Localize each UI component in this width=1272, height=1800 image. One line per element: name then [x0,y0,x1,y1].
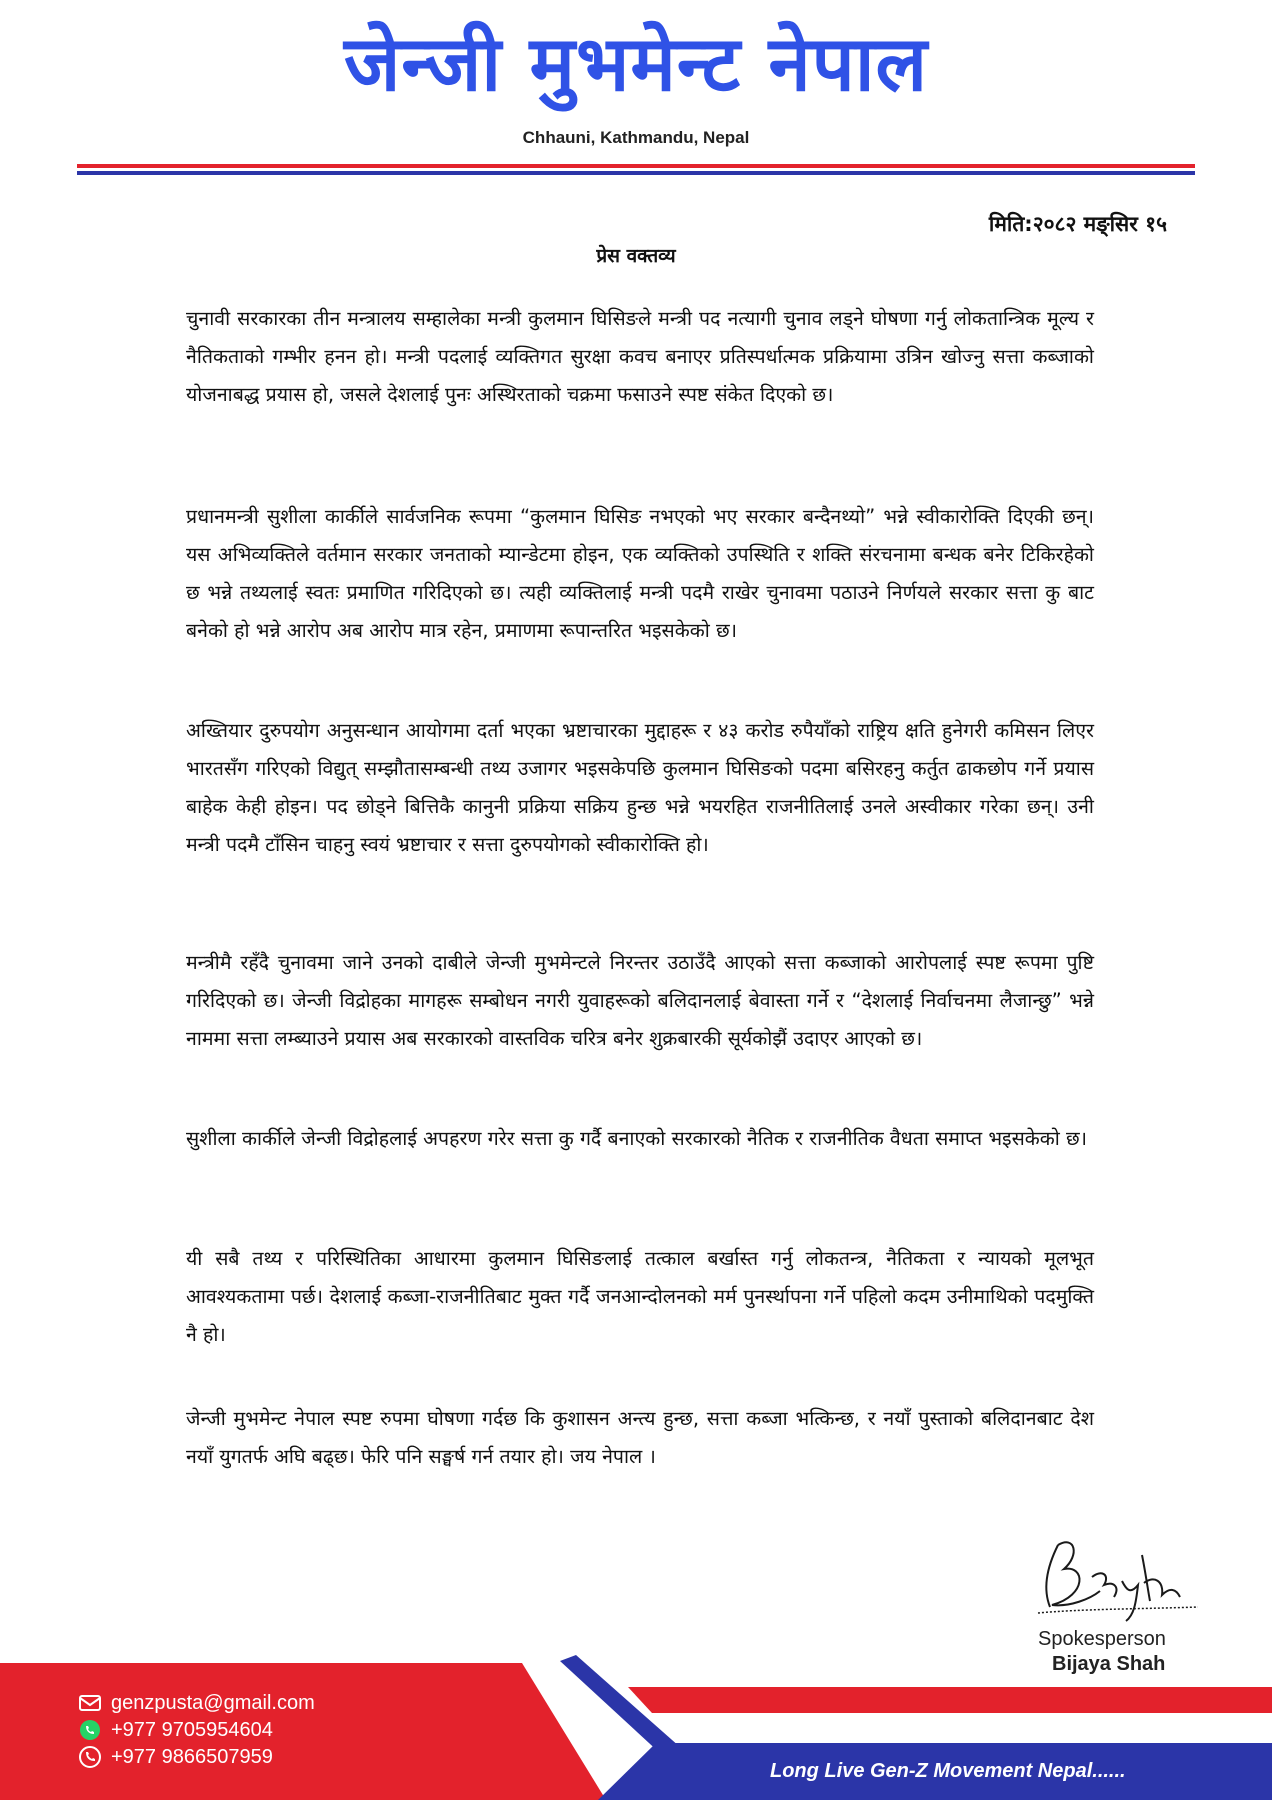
signatory-name: Bijaya Shah [1052,1653,1166,1675]
contact-whatsapp[interactable] [77,1717,273,1743]
footer-red-band [628,1687,1272,1713]
body-paragraph-6: यी सबै तथ्य र परिस्थितिका आधारमा कुलमान घिसिङलाई तत्काल बर्खास्त गर्नु लोकतन्त्र, नैतिकता र न्यायको मूलभूत आवश्यकतामा पर्छ। देशलाई कब्जा-राजनीतिबाट मुक्त गर्दै जनआन्दोलनको मर्म पुनर्स्थापना गर्ने पहिलो कदम उनीमाथिको पदमुक्ति नै हो। [186,1247,1094,1346]
header-red-rule [77,164,1195,168]
body-paragraph-7: जेन्जी मुभमेन्ट नेपाल स्पष्ट रुपमा घोषणा गर्दछ कि कुशासन अन्त्य हुन्छ, सत्ता कब्जा भत्किन्छ, र नयाँ पुस्ताको बलिदानबाट देश नयाँ युगतर्फ अघि बढ्छ। फेरि पनि सङ्घर्ष गर्न तयार हो। जय नेपाल । [186,1407,1094,1468]
body-paragraph-5: सुशीला कार्कीले जेन्जी विद्रोहलाई अपहरण गरेर सत्ता कु गर्दै बनाएको सरकारको नैतिक र राजनीतिक वैधता समाप्त भइसकेको छ। [186,1127,1088,1150]
organization-title: जेन्जी मुभमेन्ट नेपाल [343,19,929,108]
contact-email[interactable] [77,1690,315,1716]
contact-phone[interactable] [77,1744,273,1770]
organization-address: Chhauni, Kathmandu, Nepal [522,128,750,147]
document-heading: प्रेस वक्तव्य [596,245,676,267]
body-paragraph-1: चुनावी सरकारका तीन मन्त्रालय सम्हालेका मन्त्री कुलमान घिसिङले मन्त्री पद नत्यागी चुनाव लड्ने घोषणा गर्नु लोकतान्त्रिक मूल्य र नैतिकताको गम्भीर हनन हो। मन्त्री पदलाई व्यक्तिगत सुरक्षा कवच बनाएर प्रतिस्पर्धात्मक प्रक्रियामा उत्रिन खोज्नु सत्ता कब्जाको योजनाबद्ध प्रयास हो, जसले देशलाई पुनः अस्थिरताको चक्रमा फसाउने स्पष्ट संकेत दिएको छ। [186,307,1094,406]
header-blue-rule [77,171,1195,175]
signatory-role: Spokesperson [1038,1628,1166,1650]
contact-email-text[interactable]: genzpusta@gmail.com [111,1691,315,1714]
body-paragraph-3: अख्तियार दुरुपयोग अनुसन्धान आयोगमा दर्ता भएका भ्रष्टाचारका मुद्दाहरू र ४३ करोड रुपैयाँको राष्ट्रिय क्षति हुनेगरी कमिसन लिएर भारतसँग गरिएको विद्युत् सम्झौतासम्बन्धी तथ्य उजागर भइसकेपछि कुलमान घिसिङको पदमा बसिरहनु कर्तुत ढाकछोप गर्ने प्रयास बाहेक केही होइन। पद छोड्ने बित्तिकै कानुनी प्रक्रिया सक्रिय हुन्छ भन्ने भयरहित राजनीतिलाई उनले अस्वीकार गरेका छन्। उनी मन्त्री पदमै टाँसिन चाहनु स्वयं भ्रष्टाचार र सत्ता दुरुपयोगको स्वीकारोक्ति हो। [186,719,1094,856]
body-paragraph-4: मन्त्रीमै रहँदै चुनावमा जाने उनको दाबीले जेन्जी मुभमेन्टले निरन्तर उठाउँदै आएको सत्ता कब्जाको आरोपलाई स्पष्ट रूपमा पुष्टि गरिदिएको छ। जेन्जी विद्रोहका मागहरू सम्बोधन नगरी युवाहरूको बलिदानलाई बेवास्ता गर्ने र “देशलाई निर्वाचनमा लैजान्छु” भन्ने नाममा सत्ता लम्ब्याउने प्रयास अब सरकारको वास्तविक चरित्र बनेर शुक्रबारकी सूर्यकोझैं उदाएर आएको छ। [186,951,1094,1050]
handwritten-signature [1030,1525,1200,1625]
whatsapp-icon [77,1717,103,1743]
document-date: मिति:२०८२ मङ्सिर १५ [988,212,1167,236]
contact-whatsapp-text[interactable]: +977 9705954604 [111,1718,273,1741]
body-paragraph-2: प्रधानमन्त्री सुशीला कार्कीले सार्वजनिक रूपमा “कुलमान घिसिङ नभएको भए सरकार बन्दैनथ्यो” भन्ने स्वीकारोक्ति दिएकी छन्। यस अभिव्यक्तिले वर्तमान सरकार जनताको म्यान्डेटमा होइन, एक व्यक्तिको उपस्थिति र शक्ति संरचनामा बन्धक बनेर टिकिरहेको छ भन्ने तथ्यलाई स्वतः प्रमाणित गरिदिएको छ। त्यही व्यक्तिलाई मन्त्री पदमै राखेर चुनावमा पठाउने निर्णयले सरकार सत्ता कु बाट बनेको हो भन्ने आरोप अब आरोप मात्र रहेन, प्रमाणमा रूपान्तरित भइसकेको छ। [186,505,1094,642]
footer-slogan: Long Live Gen-Z Movement Nepal...... [770,1760,1126,1782]
contact-phone-text[interactable]: +977 9866507959 [111,1745,273,1768]
phone-icon [77,1744,103,1770]
mail-icon [77,1690,103,1716]
